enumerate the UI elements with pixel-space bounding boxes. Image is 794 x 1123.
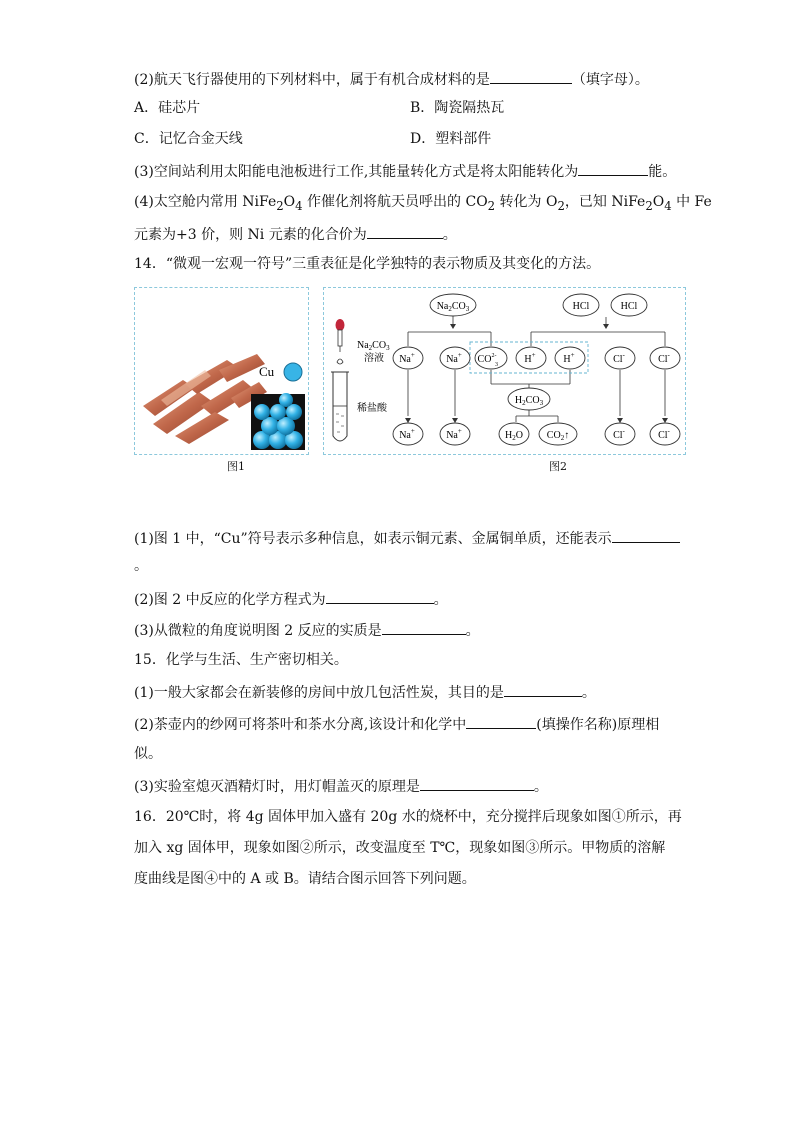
dilute-hcl-label: 稀盐酸 xyxy=(357,403,387,414)
na2co3-solution-label: $Na_2CO_3$ xyxy=(357,340,390,352)
co2-formula: $CO_2↑$ xyxy=(546,430,570,442)
h2co3-formula: $H_2CO_3$ xyxy=(514,395,544,407)
figure-2-diagram xyxy=(324,288,685,454)
text: 。 xyxy=(442,227,457,243)
q14-part3 xyxy=(134,619,480,641)
answer-blank[interactable] xyxy=(612,527,680,543)
q16-line2: 加入 xg 固体甲，现象如图②所示，改变温度至 T℃，现象如图③所示。甲物质的溶解 xyxy=(134,840,666,856)
subscript: 4 xyxy=(664,198,672,213)
subscript: 2 xyxy=(276,198,284,213)
q16-line1: 16．20℃时，将 4g 固体甲加入盛有 20g 水的烧杯中，充分搅拌后现象如图①所示，再 xyxy=(134,809,682,825)
text: ，已知 NiFe xyxy=(564,194,646,210)
q14-part2 xyxy=(134,588,448,610)
text: (2)茶壶内的纱网可将茶叶和茶水分离,该设计和化学中 xyxy=(134,717,467,733)
h2o-formula: $H_2O$ xyxy=(505,430,523,442)
q13-part4-line1 xyxy=(134,192,712,216)
na-ion: Na+ xyxy=(399,351,415,365)
answer-blank[interactable] xyxy=(367,223,443,239)
q13-part2 xyxy=(134,68,649,90)
q15-stem: 15．化学与生活、生产密切相关。 xyxy=(134,652,348,668)
option-a[interactable]: A．硅芯片 xyxy=(134,100,201,116)
na-ion: Na+ xyxy=(446,351,462,365)
text: 。 xyxy=(581,685,596,701)
figure-2-caption: 图2 xyxy=(549,460,567,473)
text: 转化为 O xyxy=(495,194,558,210)
q15-part3 xyxy=(134,775,548,797)
na2co3-formula: $Na_2CO_3$ xyxy=(436,301,470,313)
answer-blank[interactable] xyxy=(578,160,648,176)
text: 元素为+3 价，则 Ni 元素的化合价为 xyxy=(134,227,367,243)
text: (填操作名称)原理相 xyxy=(536,717,660,733)
h-ion: H+ xyxy=(563,351,575,365)
text: (4)太空舱内常用 NiFe xyxy=(134,194,277,210)
q13-part2-suffix: （填字母）。 xyxy=(571,72,649,88)
figure-1-illustration xyxy=(135,288,308,454)
cl-ion: Cl- xyxy=(613,427,625,441)
subscript: 2 xyxy=(557,198,565,213)
test-tube-icon xyxy=(331,372,349,441)
solution-label: 溶液 xyxy=(364,353,384,364)
text: 。 xyxy=(533,779,548,795)
answer-blank[interactable] xyxy=(466,713,536,729)
q13-part4-line2 xyxy=(134,223,457,245)
co3-ion: $CO^{2-}$ xyxy=(477,353,497,365)
figure-1 xyxy=(134,287,309,455)
text: O xyxy=(652,194,665,210)
q14-stem: 14．“微观一宏观一符号”三重表征是化学独特的表示物质及其变化的方法。 xyxy=(134,256,601,272)
text: (3)实验室熄灭酒精灯时，用灯帽盖灭的原理是 xyxy=(134,779,420,795)
q13-part3 xyxy=(134,160,676,182)
copper-pieces-image xyxy=(143,354,267,444)
option-d[interactable]: D．塑料部件 xyxy=(410,131,492,147)
cl-ion: Cl- xyxy=(658,351,670,365)
dropper-icon xyxy=(336,319,345,364)
text: O xyxy=(283,194,296,210)
text: 。 xyxy=(433,592,448,608)
na-ion: Na+ xyxy=(446,427,462,441)
text: (2)图 2 中反应的化学方程式为 xyxy=(134,592,326,608)
subscript: 2 xyxy=(645,198,653,213)
figure-1-caption: 图1 xyxy=(227,460,245,473)
subscript: 4 xyxy=(295,198,303,213)
q13-part2-text: (2)航天飞行器使用的下列材料中，属于有机合成材料的是 xyxy=(134,72,490,88)
atom-stack-image xyxy=(251,393,305,450)
q14-part1 xyxy=(134,527,680,549)
text: (1)图 1 中，“Cu”符号表示多种信息，如表示铜元素、金属铜单质，还能表示 xyxy=(134,531,612,547)
na-ion: Na+ xyxy=(399,427,415,441)
text: 。 xyxy=(465,623,480,639)
q14-part1-end: 。 xyxy=(134,558,148,574)
q15-part2-line2: 似。 xyxy=(134,746,162,762)
h-ion: H+ xyxy=(524,351,536,365)
text: 作催化剂将航天员呼出的 CO xyxy=(302,194,488,210)
q15-part2 xyxy=(134,713,659,735)
co3-ion-subscript: 3 xyxy=(495,362,498,368)
subscript: 2 xyxy=(487,198,496,213)
answer-blank[interactable] xyxy=(382,619,466,635)
q15-part1 xyxy=(134,681,596,703)
answer-blank[interactable] xyxy=(504,681,582,697)
option-c[interactable]: C．记忆合金天线 xyxy=(134,131,243,147)
answer-blank[interactable] xyxy=(326,588,434,604)
cl-ion: Cl- xyxy=(613,351,625,365)
cu-atom-icon xyxy=(284,363,302,381)
q13-part3-text: (3)空间站利用太阳能电池板进行工作,其能量转化方式是将太阳能转化为 xyxy=(134,164,579,180)
answer-blank[interactable] xyxy=(420,775,534,791)
q13-part3-suffix: 能。 xyxy=(648,164,677,180)
text: (3)从微粒的角度说明图 2 反应的实质是 xyxy=(134,623,382,639)
text: (1)一般大家都会在新装修的房间中放几包活性炭，其目的是 xyxy=(134,685,504,701)
hcl-formula: HCl xyxy=(620,301,638,312)
cl-ion: Cl- xyxy=(658,427,670,441)
cu-label: Cu xyxy=(259,364,275,379)
option-b[interactable]: B．陶瓷隔热瓦 xyxy=(410,100,505,116)
figure-2 xyxy=(323,287,686,455)
hcl-formula: HCl xyxy=(572,301,590,312)
answer-blank[interactable] xyxy=(490,68,572,84)
text: 中 Fe xyxy=(671,194,712,210)
q16-line3: 度曲线是图④中的 A 或 B。请结合图示回答下列问题。 xyxy=(134,871,476,887)
